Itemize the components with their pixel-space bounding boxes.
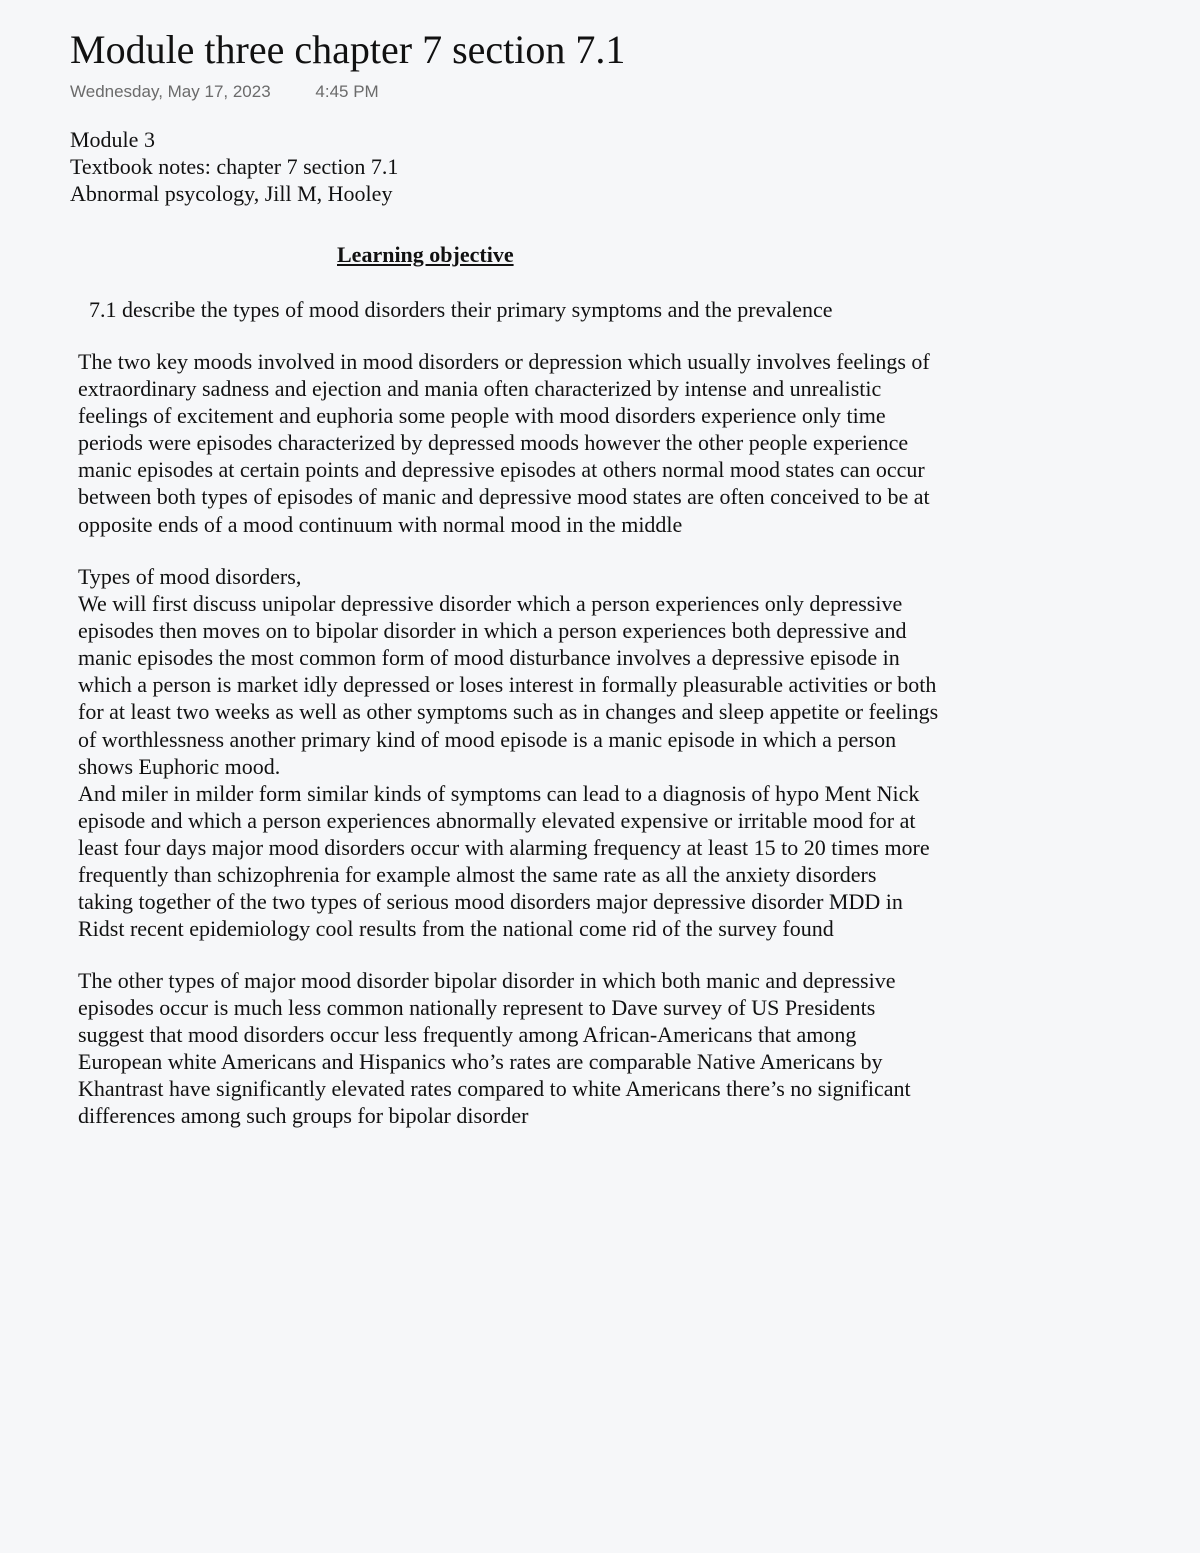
paragraph-types-of-mood-disorders [78, 563, 1008, 942]
paragraph-line: feelings of excitement and euphoria some people with mood disorders experience only time [78, 403, 886, 429]
paragraph-line: Types of mood disorders, [78, 564, 302, 589]
paragraph-line: taking together of the two types of serious mood disorders major depressive disorder MDD in [78, 889, 903, 915]
learning-objective-heading: Learning objective [337, 242, 514, 267]
paragraph-bipolar-prevalence [78, 967, 1008, 1130]
paragraph-line: We will first discuss unipolar depressive disorder which a person experiences only depressive [78, 591, 903, 617]
note-date: Wednesday, May 17, 2023 [70, 82, 271, 101]
paragraph-line: manic episodes the most common form of mood disturbance involves a depressive episode in [78, 645, 900, 671]
module-line: Module 3 [70, 127, 155, 152]
paragraph-line: shows Euphoric mood. [78, 753, 281, 779]
paragraph-mood-overview [78, 348, 1008, 538]
paragraph-line: for at least two weeks as well as other symptoms such as in changes and sleep appetite or feelings [78, 699, 939, 725]
note-header-block [70, 126, 398, 207]
paragraph-line: which a person is market idly depressed or loses interest in formally pleasurable activities or both [78, 672, 937, 698]
learning-objective-text: 7.1 describe the types of mood disorders their primary symptoms and the prevalence [89, 297, 833, 322]
paragraph-line: least four days major mood disorders occur with alarming frequency at least 15 to 20 times more [78, 834, 930, 860]
paragraph-line: episode and which a person experiences abnormally elevated expensive or irritable mood for at [78, 807, 916, 833]
paragraph-line: periods were episodes characterized by depressed moods however the other people experience [78, 430, 909, 456]
note-time: 4:45 PM [315, 82, 379, 101]
paragraph-line: European white Americans and Hispanics who’s rates are comparable Native Americans by [78, 1049, 883, 1075]
paragraph-line: Khantrast have significantly elevated rates compared to white Americans there’s no significant [78, 1076, 911, 1102]
paragraph-line: extraordinary sadness and ejection and mania often characterized by intense and unrealistic [78, 376, 882, 402]
paragraph-line: Ridst recent epidemiology cool results from the national come rid of the survey found [78, 916, 834, 942]
page-title: Module three chapter 7 section 7.1 [70, 27, 626, 72]
paragraph-line: between both types of episodes of manic and depressive mood states are often conceived to be at [78, 484, 930, 510]
paragraph-line: The two key moods involved in mood disorders or depression which usually involves feelings of [78, 349, 930, 374]
paragraph-line: manic episodes at certain points and depressive episodes at others normal mood states can occur [78, 457, 925, 483]
paragraph-line: episodes occur is much less common nationally represent to Dave survey of US Presidents [78, 995, 876, 1021]
note-timestamp [70, 80, 379, 104]
paragraph-line: episodes then moves on to bipolar disorder in which a person experiences both depressive and [78, 618, 907, 644]
paragraph-line: suggest that mood disorders occur less frequently among African-Americans that among [78, 1022, 857, 1048]
textbook-notes-line: Textbook notes: chapter 7 section 7.1 [70, 154, 399, 179]
textbook-citation-line: Abnormal psycology, Jill M, Hooley [70, 181, 393, 206]
paragraph-line: opposite ends of a mood continuum with normal mood in the middle [78, 511, 683, 537]
paragraph-line: And miler in milder form similar kinds of symptoms can lead to a diagnosis of hypo Ment Nick [78, 780, 920, 806]
paragraph-line: of worthlessness another primary kind of mood episode is a manic episode in which a person [78, 726, 897, 752]
paragraph-line: differences among such groups for bipolar disorder [78, 1103, 529, 1129]
paragraph-line: frequently than schizophrenia for example almost the same rate as all the anxiety disorders [78, 862, 877, 888]
paragraph-line: The other types of major mood disorder bipolar disorder in which both manic and depressive [78, 968, 896, 993]
